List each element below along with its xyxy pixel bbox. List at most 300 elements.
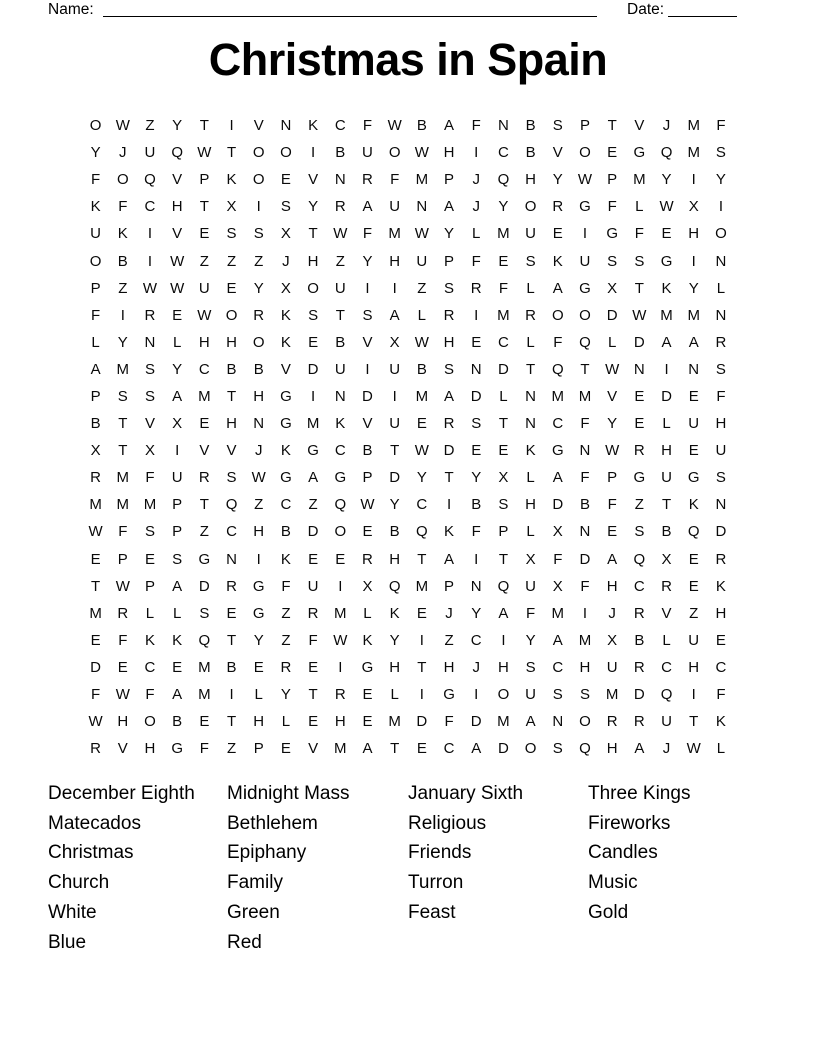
grid-letter: R <box>606 713 618 731</box>
grid-letter: E <box>199 415 210 433</box>
grid-letter: H <box>688 225 700 243</box>
grid-letter: E <box>117 658 128 676</box>
grid-letter: N <box>226 550 237 568</box>
grid-letter: T <box>118 415 128 433</box>
grid-letter: F <box>444 713 454 731</box>
grid-letter: R <box>253 306 265 324</box>
grid-letter: R <box>226 577 237 595</box>
grid-letter: X <box>226 198 237 216</box>
grid-letter: W <box>251 469 266 487</box>
grid-letter: B <box>416 360 427 378</box>
grid-letter: M <box>198 387 211 405</box>
grid-letter: Q <box>551 360 564 378</box>
grid-letter: A <box>552 631 563 649</box>
grid-letter: F <box>553 550 563 568</box>
grid-letter: P <box>607 469 618 487</box>
grid-letter: O <box>116 171 129 189</box>
grid-letter: I <box>664 360 669 378</box>
grid-letter: U <box>389 198 401 216</box>
grid-letter: K <box>335 415 346 433</box>
grid-letter: Y <box>444 225 455 243</box>
grid-letter: U <box>525 225 537 243</box>
grid-letter: E <box>308 658 319 676</box>
grid-letter: H <box>389 550 401 568</box>
grid-letter: I <box>392 279 397 297</box>
grid-letter: E <box>661 225 672 243</box>
grid-letter: I <box>256 550 261 568</box>
grid-letter: N <box>715 252 727 270</box>
grid-letter: J <box>119 144 127 162</box>
grid-letter: S <box>715 360 726 378</box>
grid-letter: D <box>90 658 102 676</box>
grid-letter: W <box>333 225 348 243</box>
grid-letter: S <box>444 279 455 297</box>
grid-letter: D <box>633 686 645 704</box>
grid-letter: T <box>199 117 209 135</box>
grid-letter: H <box>525 171 537 189</box>
grid-letter: A <box>471 740 482 758</box>
grid-letter: W <box>197 144 212 162</box>
grid-letter: B <box>280 523 291 541</box>
grid-letter: U <box>525 577 537 595</box>
grid-letter: F <box>390 171 400 189</box>
grid-letter: V <box>607 387 618 405</box>
grid-letter: A <box>444 550 455 568</box>
grid-letter: X <box>661 550 672 568</box>
word-list-item: Feast <box>408 901 456 923</box>
grid-letter: I <box>311 387 316 405</box>
grid-letter: S <box>117 387 128 405</box>
grid-letter: F <box>580 415 590 433</box>
grid-letter: B <box>172 713 183 731</box>
grid-letter: Z <box>689 604 699 622</box>
grid-letter: U <box>171 469 183 487</box>
grid-letter: G <box>307 442 319 460</box>
grid-letter: H <box>606 740 618 758</box>
grid-letter: E <box>634 415 645 433</box>
grid-letter: V <box>199 442 210 460</box>
grid-letter: T <box>498 415 508 433</box>
grid-letter: A <box>444 117 455 135</box>
grid-letter: Y <box>362 252 373 270</box>
grid-letter: I <box>474 144 479 162</box>
grid-letter: I <box>691 171 696 189</box>
word-list-item: Religious <box>408 812 487 834</box>
grid-letter: M <box>116 360 130 378</box>
grid-letter: S <box>172 550 183 568</box>
grid-letter: Y <box>498 198 509 216</box>
grid-letter: Q <box>144 171 156 189</box>
grid-letter: D <box>606 306 618 324</box>
grid-letter: T <box>689 713 699 731</box>
grid-letter: S <box>525 658 536 676</box>
grid-letter: S <box>144 360 155 378</box>
grid-letter: W <box>414 333 429 351</box>
grid-letter: F <box>526 604 536 622</box>
grid-letter: N <box>144 333 156 351</box>
grid-letter: P <box>90 387 101 405</box>
grid-letter: E <box>226 604 237 622</box>
grid-letter: B <box>117 252 128 270</box>
grid-letter: K <box>525 442 536 460</box>
grid-letter: A <box>661 333 672 351</box>
grid-letter: P <box>117 550 128 568</box>
grid-letter: D <box>470 713 482 731</box>
grid-letter: I <box>147 225 153 243</box>
grid-letter: T <box>226 144 237 162</box>
grid-letter: T <box>661 496 672 514</box>
grid-letter: L <box>172 333 182 351</box>
grid-letter: S <box>444 360 455 378</box>
grid-letter: Q <box>171 144 183 162</box>
grid-letter: P <box>498 523 509 541</box>
grid-letter: Z <box>145 117 155 135</box>
grid-letter: T <box>498 550 508 568</box>
grid-letter: K <box>308 117 319 135</box>
grid-letter: K <box>280 550 291 568</box>
grid-letter: M <box>497 306 510 324</box>
grid-letter: M <box>116 469 130 487</box>
grid-letter: F <box>362 117 373 135</box>
grid-letter: N <box>334 387 346 405</box>
grid-letter: Q <box>633 550 646 568</box>
grid-letter: X <box>144 442 155 460</box>
grid-letter: M <box>551 387 565 405</box>
grid-letter: Y <box>280 686 291 704</box>
grid-letter: G <box>579 279 591 297</box>
grid-letter: D <box>443 442 455 460</box>
grid-letter: I <box>582 225 588 243</box>
grid-letter: Y <box>389 631 400 649</box>
puzzle-title: Christmas in Spain <box>208 34 608 85</box>
grid-letter: C <box>144 198 156 216</box>
grid-letter: I <box>256 198 261 216</box>
grid-letter: X <box>172 415 183 433</box>
grid-letter: E <box>226 279 237 297</box>
grid-letter: U <box>90 225 102 243</box>
grid-letter: P <box>444 252 455 270</box>
grid-letter: B <box>525 117 536 135</box>
grid-letter: F <box>91 306 101 324</box>
grid-letter: E <box>416 415 427 433</box>
grid-letter: T <box>91 577 101 595</box>
grid-letter: M <box>334 740 347 758</box>
grid-letter: U <box>307 577 319 595</box>
grid-letter: X <box>552 577 563 595</box>
grid-letter: N <box>525 387 537 405</box>
grid-letter: C <box>280 496 292 514</box>
grid-letter: F <box>580 577 590 595</box>
grid-letter: Q <box>579 333 591 351</box>
grid-letter: A <box>362 198 373 216</box>
grid-letter: H <box>226 415 237 433</box>
grid-letter: Y <box>525 631 536 649</box>
word-list-item: Friends <box>408 842 472 864</box>
grid-letter: X <box>389 333 400 351</box>
grid-letter: H <box>443 144 455 162</box>
grid-letter: M <box>687 117 700 135</box>
grid-letter: D <box>416 713 428 731</box>
grid-letter: B <box>253 360 264 378</box>
grid-letter: S <box>607 252 618 270</box>
grid-letter: M <box>143 496 157 514</box>
grid-letter: K <box>280 442 291 460</box>
grid-letter: I <box>229 117 234 135</box>
grid-letter: S <box>362 306 373 324</box>
grid-letter: S <box>634 252 645 270</box>
grid-letter: M <box>89 496 102 514</box>
grid-letter: G <box>280 469 292 487</box>
grid-letter: E <box>715 631 726 649</box>
grid-letter: V <box>661 604 672 622</box>
word-list-item: Family <box>227 872 283 894</box>
grid-letter: Y <box>389 496 400 514</box>
grid-letter: W <box>605 360 620 378</box>
grid-letter: R <box>633 658 645 676</box>
grid-letter: O <box>252 144 265 162</box>
grid-letter: S <box>715 469 726 487</box>
grid-letter: M <box>306 415 320 433</box>
grid-letter: K <box>144 631 155 649</box>
grid-letter: T <box>226 713 237 731</box>
grid-letter: Y <box>688 279 699 297</box>
grid-letter: Q <box>660 686 673 704</box>
grid-letter: B <box>661 523 672 541</box>
grid-letter: D <box>389 469 401 487</box>
grid-letter: P <box>199 171 210 189</box>
grid-letter: G <box>334 469 347 487</box>
grid-letter: G <box>687 469 700 487</box>
word-list-column-1 <box>48 779 227 957</box>
grid-letter: L <box>526 469 535 487</box>
grid-letter: R <box>525 306 537 324</box>
grid-letter: X <box>498 469 509 487</box>
grid-letter: O <box>715 225 727 243</box>
grid-letter: I <box>474 306 479 324</box>
grid-letter: U <box>144 144 156 162</box>
grid-letter: R <box>90 469 102 487</box>
grid-letter: E <box>308 333 319 351</box>
grid-letter: I <box>474 550 479 568</box>
grid-letter: Y <box>253 631 264 649</box>
grid-letter: R <box>715 333 727 351</box>
grid-letter: P <box>444 171 455 189</box>
grid-letter: E <box>308 713 319 731</box>
grid-letter: W <box>414 144 429 162</box>
grid-letter: T <box>308 225 318 243</box>
grid-letter: R <box>552 198 564 216</box>
grid-letter: M <box>415 387 429 405</box>
grid-letter: L <box>254 686 263 704</box>
grid-letter: U <box>416 252 428 270</box>
grid-letter: J <box>472 658 480 676</box>
word-list-item: Turron <box>408 872 464 894</box>
grid-letter: B <box>335 144 346 162</box>
grid-letter: W <box>88 523 103 541</box>
grid-letter: T <box>199 198 209 216</box>
grid-letter: I <box>582 604 588 622</box>
grid-letter: G <box>198 550 211 568</box>
grid-letter: D <box>579 550 591 568</box>
grid-letter: G <box>171 740 183 758</box>
grid-letter: R <box>280 658 292 676</box>
grid-letter: G <box>606 225 618 243</box>
grid-letter: A <box>444 387 455 405</box>
grid-letter: H <box>226 333 237 351</box>
grid-letter: R <box>334 686 346 704</box>
grid-letter: N <box>579 523 591 541</box>
grid-letter: I <box>419 686 424 704</box>
grid-letter: T <box>118 442 128 460</box>
grid-letter: M <box>551 604 565 622</box>
grid-letter: F <box>716 686 726 704</box>
grid-letter: C <box>144 658 156 676</box>
grid-letter: A <box>172 686 183 704</box>
grid-letter: D <box>497 360 509 378</box>
grid-letter: O <box>388 144 401 162</box>
grid-letter: F <box>471 523 481 541</box>
grid-letter: J <box>282 252 290 270</box>
grid-letter: F <box>716 117 726 135</box>
grid-letter: G <box>660 252 673 270</box>
grid-letter: F <box>91 686 101 704</box>
grid-letter: Y <box>552 171 563 189</box>
grid-letter: E <box>362 523 373 541</box>
grid-letter: S <box>308 306 319 324</box>
grid-letter: X <box>280 225 291 243</box>
grid-letter: W <box>414 442 429 460</box>
grid-letter: E <box>280 171 291 189</box>
grid-letter: U <box>606 658 618 676</box>
grid-letter: J <box>445 604 453 622</box>
grid-letter: C <box>470 631 482 649</box>
grid-letter: F <box>471 252 481 270</box>
grid-letter: Z <box>634 496 644 514</box>
grid-letter: W <box>115 577 130 595</box>
grid-letter: H <box>253 387 265 405</box>
grid-letter: Z <box>444 631 454 649</box>
word-list-item: December Eighth <box>48 783 195 804</box>
word-list-item: Christmas <box>48 842 134 864</box>
grid-letter: R <box>633 442 645 460</box>
grid-letter: Y <box>715 171 726 189</box>
grid-letter: L <box>716 740 726 758</box>
grid-letter: Z <box>417 279 427 297</box>
grid-letter: M <box>605 686 619 704</box>
grid-letter: M <box>198 658 211 676</box>
grid-letter: V <box>552 144 563 162</box>
grid-letter: N <box>497 117 509 135</box>
grid-letter: A <box>552 469 563 487</box>
grid-letter: X <box>607 279 618 297</box>
grid-letter: I <box>419 631 424 649</box>
grid-letter: E <box>498 442 509 460</box>
grid-letter: I <box>691 686 696 704</box>
grid-letter: H <box>579 658 591 676</box>
grid-letter: U <box>688 631 700 649</box>
grid-letter: T <box>580 360 590 378</box>
grid-letter: Q <box>198 631 211 649</box>
grid-letter: L <box>145 604 155 622</box>
grid-letter: K <box>90 198 101 216</box>
grid-letter: U <box>661 713 672 731</box>
grid-letter: L <box>662 415 671 433</box>
grid-letter: A <box>389 306 400 324</box>
grid-letter: G <box>579 198 591 216</box>
grid-letter: Z <box>118 279 128 297</box>
grid-letter: X <box>90 442 101 460</box>
grid-letter: Z <box>226 740 237 758</box>
grid-letter: E <box>199 713 210 731</box>
grid-letter: Y <box>471 604 482 622</box>
grid-letter: S <box>144 387 155 405</box>
grid-letter: F <box>362 225 373 243</box>
grid-letter: O <box>225 306 238 324</box>
grid-letter: M <box>334 604 347 622</box>
grid-letter: Y <box>253 279 264 297</box>
grid-letter: M <box>415 577 429 595</box>
grid-letter: T <box>226 631 237 649</box>
grid-letter: F <box>118 631 128 649</box>
grid-letter: O <box>89 252 102 270</box>
grid-letter: D <box>470 387 482 405</box>
grid-letter: A <box>362 740 373 758</box>
word-list-item: Music <box>588 872 638 894</box>
grid-letter: K <box>552 252 563 270</box>
word-list-item: Red <box>227 931 262 953</box>
grid-letter: U <box>198 279 210 297</box>
grid-letter: S <box>471 415 482 433</box>
grid-letter: B <box>226 658 237 676</box>
grid-letter: V <box>362 333 373 351</box>
grid-letter: S <box>280 198 291 216</box>
grid-letter: C <box>497 333 509 351</box>
grid-letter: C <box>715 658 727 676</box>
grid-letter: H <box>117 713 129 731</box>
grid-letter: U <box>334 360 346 378</box>
grid-letter: O <box>579 144 591 162</box>
grid-letter: Y <box>607 415 618 433</box>
grid-letter: E <box>498 252 509 270</box>
grid-letter: L <box>390 686 399 704</box>
grid-letter: Z <box>335 252 345 270</box>
grid-letter: M <box>660 306 673 324</box>
grid-letter: G <box>280 415 292 433</box>
grid-letter: X <box>607 631 618 649</box>
grid-letter: H <box>389 252 401 270</box>
grid-letter: E <box>144 550 155 568</box>
grid-letter: I <box>147 252 153 270</box>
grid-letter: E <box>634 387 645 405</box>
grid-letter: L <box>635 198 644 216</box>
grid-letter: H <box>171 198 183 216</box>
grid-letter: A <box>172 577 183 595</box>
grid-letter: E <box>280 740 291 758</box>
grid-letter: S <box>226 225 237 243</box>
grid-letter: X <box>362 577 373 595</box>
grid-letter: U <box>661 469 672 487</box>
grid-letter: E <box>688 442 699 460</box>
grid-letter: T <box>335 306 345 324</box>
grid-letter: A <box>634 740 645 758</box>
grid-letter: D <box>198 577 210 595</box>
grid-letter: A <box>90 360 101 378</box>
grid-letter: Q <box>334 496 347 514</box>
grid-letter: W <box>360 496 375 514</box>
grid-letter: W <box>577 171 593 189</box>
grid-letter: W <box>414 225 429 243</box>
grid-letter: I <box>365 279 370 297</box>
